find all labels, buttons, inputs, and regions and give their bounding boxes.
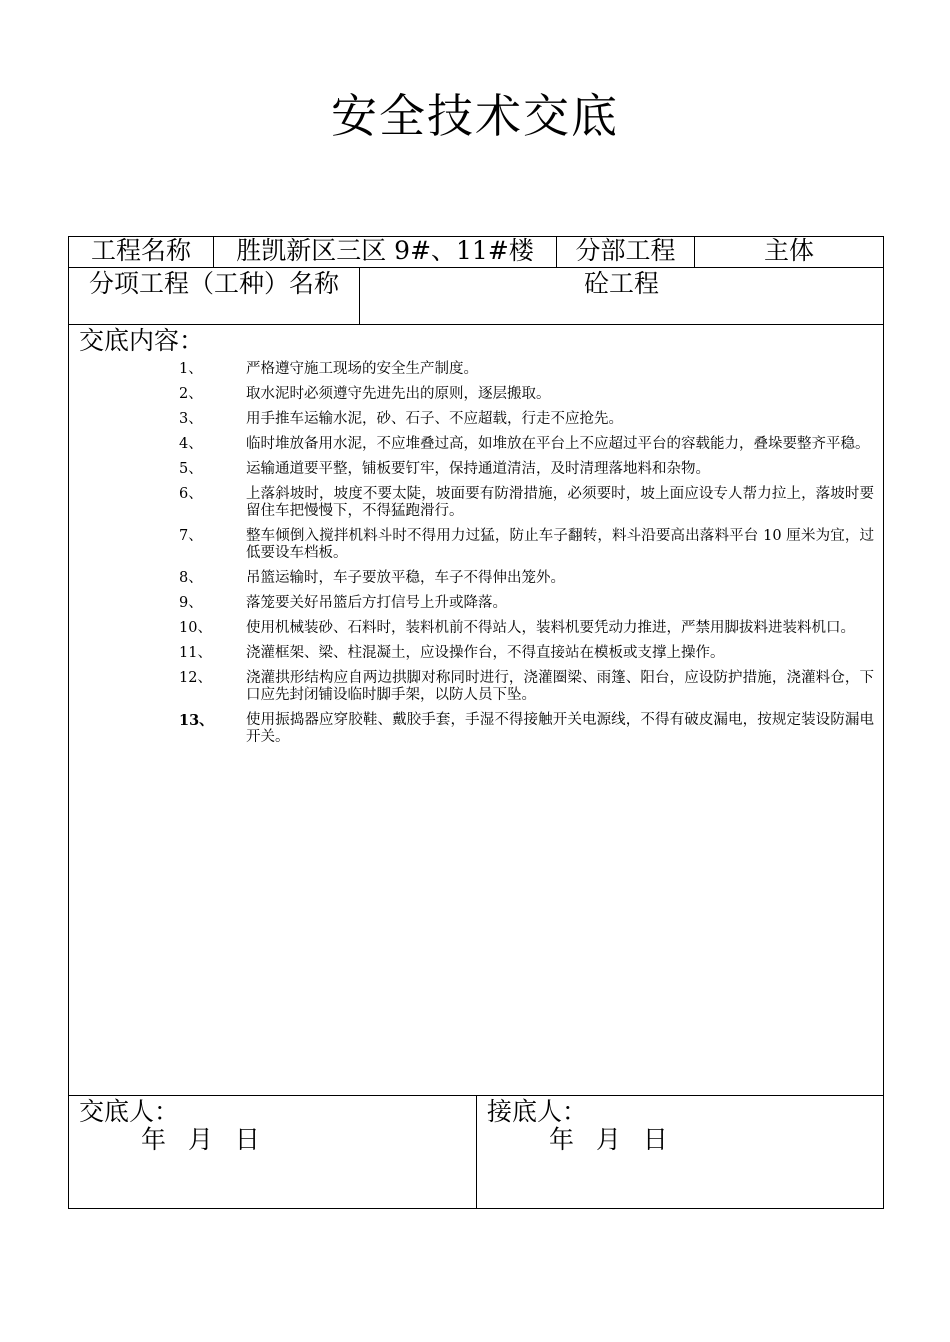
subitem-value: 砼工程: [360, 268, 884, 325]
item-text: 上落斜坡时，坡度不要太陡，坡面要有防滑措施，必须要时，坡上面应设专人帮力拉上，落坡时要留住车把慢慢下，不得猛跑滑行。: [246, 486, 874, 519]
receiver-sign-section: [477, 1096, 884, 1209]
receiver-date: 年 月 日: [549, 1125, 668, 1154]
item-number: 9、: [179, 595, 203, 611]
giver-sign-section: [69, 1096, 477, 1209]
item-number: 7、: [179, 528, 203, 544]
document-title: 安全技术交底: [331, 89, 619, 143]
safety-briefing-form: [68, 236, 884, 1209]
item-text: 吊篮运输时，车子要放平稳，车子不得伸出笼外。: [246, 570, 565, 586]
item-number: 6、: [179, 486, 203, 502]
item-text: 临时堆放备用水泥，不应堆叠过高，如堆放在平台上不应超过平台的容载能力，叠垛要整齐平稳。: [246, 436, 870, 452]
giver-date: 年 月 日: [141, 1125, 260, 1154]
item-number: 5、: [179, 461, 203, 477]
receiver-label: 接底人：: [487, 1097, 588, 1126]
project-name-label: 工程名称: [69, 237, 214, 268]
list-item: [69, 528, 884, 562]
content-section: [69, 325, 884, 1096]
item-text: 用手推车运输水泥，砂、石子、不应超载，行走不应抢先。: [246, 411, 623, 427]
item-text: 使用振捣器应穿胶鞋、戴胶手套，手湿不得接触开关电源线，不得有破皮漏电，按规定装设防漏电开关。: [246, 712, 874, 745]
list-item: [69, 386, 884, 403]
content-label: 交底内容：: [79, 326, 205, 355]
list-item: [69, 486, 884, 520]
list-item: [69, 620, 884, 637]
item-number: 4、: [179, 436, 203, 452]
list-item: [69, 436, 884, 453]
list-item: [69, 461, 884, 478]
item-number: 8、: [179, 570, 203, 586]
subitem-label: 分项工程（工种）名称: [69, 268, 360, 325]
list-item: [69, 570, 884, 587]
item-text: 取水泥时必须遵守先进先出的原则，逐层搬取。: [246, 386, 551, 402]
division-value: 主体: [695, 237, 884, 268]
project-name-value: 胜凯新区三区 9#、11#楼: [214, 237, 557, 268]
item-text: 使用机械装砂、石料时，装料机前不得站人，装料机要凭动力推进，严禁用脚拔料进装料机口。: [246, 620, 855, 636]
item-number: 11、: [179, 645, 212, 661]
item-number: 3、: [179, 411, 203, 427]
list-item: [69, 712, 884, 746]
item-number: 12、: [179, 670, 212, 686]
item-number: 13、: [179, 712, 214, 729]
item-text: 运输通道要平整，铺板要钉牢，保持通道清洁，及时清理落地料和杂物。: [246, 461, 710, 477]
item-text: 落笼要关好吊篮后方打信号上升或降落。: [246, 595, 507, 611]
item-text: 浇灌框架、梁、柱混凝土，应设操作台，不得直接站在模板或支撑上操作。: [246, 645, 725, 661]
item-text: 严格遵守施工现场的安全生产制度。: [246, 361, 478, 377]
item-number: 10、: [179, 620, 212, 636]
list-item: [69, 595, 884, 612]
content-items: [69, 361, 884, 754]
item-number: 2、: [179, 386, 203, 402]
item-number: 1、: [179, 361, 203, 377]
list-item: [69, 670, 884, 704]
giver-label: 交底人：: [79, 1097, 180, 1126]
list-item: [69, 361, 884, 378]
item-text: 整车倾倒入搅拌机料斗时不得用力过猛，防止车子翻转，料斗沿要高出落料平台 10 厘米为宜，过低要设车档板。: [246, 528, 874, 561]
item-text: 浇灌拱形结构应自两边拱脚对称同时进行，浇灌圈梁、雨篷、阳台，应设防护措施，浇灌料仓，下口应先封闭铺设临时脚手架，以防人员下坠。: [246, 670, 874, 703]
list-item: [69, 645, 884, 662]
list-item: [69, 411, 884, 428]
division-label: 分部工程: [557, 237, 695, 268]
